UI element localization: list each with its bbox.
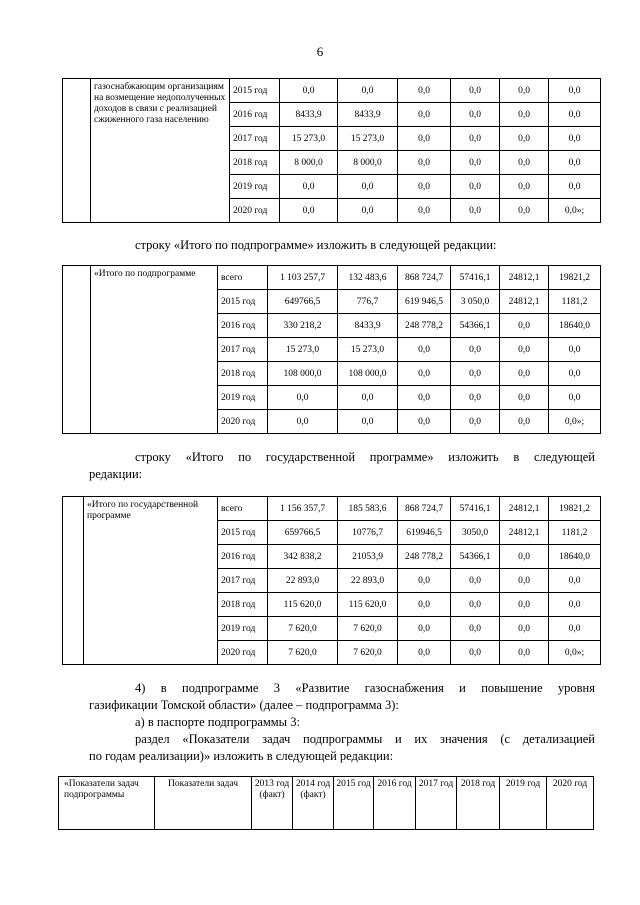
value-cell: 15 273,0 bbox=[268, 338, 338, 362]
financing-table-gas-compensation bbox=[62, 78, 601, 223]
value-cell: 0,0 bbox=[549, 569, 601, 593]
value-cell: 0,0 bbox=[549, 386, 601, 410]
value-cell: 0,0 bbox=[500, 151, 549, 175]
year-cell: всего bbox=[218, 497, 268, 521]
value-cell: 0,0 bbox=[451, 175, 500, 199]
empty-number-cell bbox=[63, 266, 91, 434]
value-cell: 619 946,5 bbox=[398, 290, 451, 314]
value-cell: 8433,9 bbox=[338, 103, 398, 127]
value-cell: 7 620,0 bbox=[338, 641, 398, 665]
value-cell: 0,0 bbox=[500, 127, 549, 151]
year-cell: 2016 год bbox=[218, 545, 268, 569]
value-cell: 0,0 bbox=[398, 79, 451, 103]
table-row bbox=[63, 79, 601, 103]
financing-table-state-program-total bbox=[62, 496, 601, 665]
value-cell: 54366,1 bbox=[451, 314, 500, 338]
year-cell: 2016 год bbox=[218, 314, 268, 338]
value-cell: 0,0 bbox=[451, 641, 500, 665]
value-cell: 54366,1 bbox=[451, 545, 500, 569]
value-cell: 22 893,0 bbox=[338, 569, 398, 593]
value-cell: 18640,0 bbox=[549, 314, 601, 338]
value-cell: 330 218,2 bbox=[268, 314, 338, 338]
year-cell: 2018 год bbox=[218, 593, 268, 617]
value-cell: 0,0 bbox=[549, 127, 601, 151]
value-cell: 1181,2 bbox=[549, 290, 601, 314]
year-cell: 2015 год bbox=[218, 290, 268, 314]
value-cell: 0,0»; bbox=[549, 641, 601, 665]
value-cell: 10776,7 bbox=[338, 521, 398, 545]
header-cell: Показатели задач bbox=[155, 777, 252, 830]
value-cell: 0,0 bbox=[398, 127, 451, 151]
value-cell: 0,0 bbox=[500, 362, 549, 386]
value-cell: 0,0 bbox=[398, 103, 451, 127]
value-cell: 0,0 bbox=[398, 338, 451, 362]
value-cell: 1 156 357,7 bbox=[268, 497, 338, 521]
value-cell: 0,0 bbox=[451, 151, 500, 175]
year-cell: всего bbox=[218, 266, 268, 290]
header-cell: 2014 год (факт) bbox=[293, 777, 334, 830]
header-row bbox=[59, 777, 594, 830]
value-cell: 0,0 bbox=[549, 593, 601, 617]
value-cell: 108 000,0 bbox=[268, 362, 338, 386]
item-4-subprogram-3-line1: 4) в подпрограмме 3 «Развитие газоснабжения и повышение уровня bbox=[135, 681, 595, 695]
value-cell: 0,0 bbox=[500, 386, 549, 410]
year-cell: 2017 год bbox=[218, 569, 268, 593]
value-cell: 22 893,0 bbox=[268, 569, 338, 593]
value-cell: 24812,1 bbox=[500, 266, 549, 290]
value-cell: 115 620,0 bbox=[268, 593, 338, 617]
value-cell: 0,0 bbox=[549, 79, 601, 103]
value-cell: 8 000,0 bbox=[338, 151, 398, 175]
value-cell: 0,0 bbox=[398, 151, 451, 175]
value-cell: 19821,2 bbox=[549, 266, 601, 290]
value-cell: 0,0 bbox=[500, 593, 549, 617]
value-cell: 18640,0 bbox=[549, 545, 601, 569]
value-cell: 0,0»; bbox=[549, 199, 601, 223]
table-row bbox=[63, 497, 601, 521]
year-cell: 2015 год bbox=[218, 521, 268, 545]
page-number: 6 bbox=[316, 44, 324, 59]
value-cell: 7 620,0 bbox=[268, 617, 338, 641]
value-cell: 0,0 bbox=[398, 569, 451, 593]
value-cell: 24812,1 bbox=[500, 521, 549, 545]
value-cell: 0,0 bbox=[268, 410, 338, 434]
row-label: «Итого по подпрограмме bbox=[91, 266, 218, 434]
value-cell: 1181,2 bbox=[549, 521, 601, 545]
value-cell: 8433,9 bbox=[338, 314, 398, 338]
year-cell: 2020 год bbox=[230, 199, 280, 223]
header-cell: 2020 год bbox=[547, 777, 594, 830]
value-cell: 0,0 bbox=[500, 103, 549, 127]
value-cell: 8433,9 bbox=[280, 103, 338, 127]
value-cell: 0,0 bbox=[500, 617, 549, 641]
value-cell: 15 273,0 bbox=[338, 127, 398, 151]
value-cell: 868 724,7 bbox=[398, 497, 451, 521]
value-cell: 0,0 bbox=[500, 175, 549, 199]
year-cell: 2017 год bbox=[230, 127, 280, 151]
value-cell: 0,0 bbox=[280, 79, 338, 103]
value-cell: 0,0 bbox=[500, 641, 549, 665]
value-cell: 24812,1 bbox=[500, 497, 549, 521]
instruction-text-program-total-line2: редакции: bbox=[89, 467, 143, 481]
value-cell: 115 620,0 bbox=[338, 593, 398, 617]
value-cell: 649766,5 bbox=[268, 290, 338, 314]
value-cell: 0,0 bbox=[280, 175, 338, 199]
value-cell: 0,0 bbox=[268, 386, 338, 410]
header-cell: 2013 год (факт) bbox=[252, 777, 293, 830]
value-cell: 248 778,2 bbox=[398, 314, 451, 338]
table-row bbox=[63, 266, 601, 290]
value-cell: 659766,5 bbox=[268, 521, 338, 545]
item-a-passport-subprogram-3: а) в паспорте подпрограммы 3: bbox=[135, 715, 300, 729]
year-cell: 2015 год bbox=[230, 79, 280, 103]
value-cell: 1 103 257,7 bbox=[268, 266, 338, 290]
header-cell: 2019 год bbox=[500, 777, 547, 830]
value-cell: 0,0 bbox=[549, 617, 601, 641]
year-cell: 2018 год bbox=[230, 151, 280, 175]
value-cell: 3050,0 bbox=[451, 521, 500, 545]
value-cell: 248 778,2 bbox=[398, 545, 451, 569]
value-cell: 24812,1 bbox=[500, 290, 549, 314]
value-cell: 0,0 bbox=[338, 386, 398, 410]
value-cell: 0,0 bbox=[451, 593, 500, 617]
value-cell: 0,0 bbox=[398, 410, 451, 434]
value-cell: 7 620,0 bbox=[268, 641, 338, 665]
value-cell: 0,0 bbox=[451, 386, 500, 410]
value-cell: 0,0 bbox=[451, 103, 500, 127]
value-cell: 0,0 bbox=[398, 175, 451, 199]
value-cell: 0,0 bbox=[398, 199, 451, 223]
value-cell: 0,0 bbox=[500, 410, 549, 434]
year-cell: 2016 год bbox=[230, 103, 280, 127]
instruction-text-program-total-line1: строку «Итого по государственной программе» изложить в следующей bbox=[135, 450, 595, 464]
value-cell: 185 583,6 bbox=[338, 497, 398, 521]
value-cell: 0,0 bbox=[549, 338, 601, 362]
value-cell: 0,0 bbox=[549, 151, 601, 175]
value-cell: 0,0 bbox=[398, 641, 451, 665]
value-cell: 342 838,2 bbox=[268, 545, 338, 569]
value-cell: 0,0 bbox=[500, 79, 549, 103]
value-cell: 132 483,6 bbox=[338, 266, 398, 290]
value-cell: 0,0 bbox=[451, 127, 500, 151]
value-cell: 108 000,0 bbox=[338, 362, 398, 386]
value-cell: 0,0»; bbox=[549, 410, 601, 434]
year-cell: 2020 год bbox=[218, 641, 268, 665]
value-cell: 0,0 bbox=[500, 545, 549, 569]
value-cell: 57416,1 bbox=[451, 266, 500, 290]
value-cell: 8 000,0 bbox=[280, 151, 338, 175]
value-cell: 0,0 bbox=[500, 199, 549, 223]
header-cell: 2015 год bbox=[334, 777, 374, 830]
empty-number-cell bbox=[63, 79, 91, 223]
value-cell: 0,0 bbox=[338, 410, 398, 434]
value-cell: 0,0 bbox=[398, 386, 451, 410]
value-cell: 3 050,0 bbox=[451, 290, 500, 314]
value-cell: 619946,5 bbox=[398, 521, 451, 545]
value-cell: 0,0 bbox=[451, 199, 500, 223]
value-cell: 0,0 bbox=[398, 362, 451, 386]
year-cell: 2019 год bbox=[218, 617, 268, 641]
value-cell: 0,0 bbox=[451, 338, 500, 362]
row-label: газоснабжающим организациям на возмещение недополученных доходов в связи с реализацией сжиженного газа населению bbox=[91, 79, 230, 223]
header-cell: 2017 год bbox=[416, 777, 457, 830]
value-cell: 776,7 bbox=[338, 290, 398, 314]
section-indicators-line2: по годам реализации)» изложить в следующей редакции: bbox=[89, 749, 394, 763]
value-cell: 0,0 bbox=[549, 175, 601, 199]
value-cell: 0,0 bbox=[338, 79, 398, 103]
instruction-text-subprogram-total: строку «Итого по подпрограмме» изложить в следующей редакции: bbox=[135, 238, 497, 252]
value-cell: 0,0 bbox=[398, 617, 451, 641]
year-cell: 2018 год bbox=[218, 362, 268, 386]
header-cell: 2018 год bbox=[457, 777, 500, 830]
row-label: «Итого по государственной программе bbox=[84, 497, 218, 665]
value-cell: 0,0 bbox=[451, 410, 500, 434]
value-cell: 0,0 bbox=[500, 314, 549, 338]
empty-number-cell bbox=[63, 497, 84, 665]
value-cell: 0,0 bbox=[338, 199, 398, 223]
indicators-table-header bbox=[58, 776, 594, 830]
value-cell: 0,0 bbox=[549, 103, 601, 127]
value-cell: 0,0 bbox=[451, 569, 500, 593]
value-cell: 15 273,0 bbox=[338, 338, 398, 362]
value-cell: 0,0 bbox=[451, 362, 500, 386]
value-cell: 0,0 bbox=[451, 79, 500, 103]
value-cell: 868 724,7 bbox=[398, 266, 451, 290]
value-cell: 21053,9 bbox=[338, 545, 398, 569]
value-cell: 7 620,0 bbox=[338, 617, 398, 641]
value-cell: 19821,2 bbox=[549, 497, 601, 521]
section-indicators-line1: раздел «Показатели задач подпрограммы и их значения (с детализацией bbox=[135, 732, 595, 746]
value-cell: 15 273,0 bbox=[280, 127, 338, 151]
item-4-subprogram-3-line2: газификации Томской области» (далее – подпрограмма 3): bbox=[89, 698, 399, 712]
value-cell: 0,0 bbox=[398, 593, 451, 617]
value-cell: 0,0 bbox=[500, 569, 549, 593]
header-cell: 2016 год bbox=[374, 777, 416, 830]
year-cell: 2019 год bbox=[218, 386, 268, 410]
value-cell: 0,0 bbox=[500, 338, 549, 362]
year-cell: 2020 год bbox=[218, 410, 268, 434]
year-cell: 2017 год bbox=[218, 338, 268, 362]
financing-table-subprogram-total bbox=[62, 265, 601, 434]
value-cell: 0,0 bbox=[549, 362, 601, 386]
year-cell: 2019 год bbox=[230, 175, 280, 199]
header-cell: «Показатели задач подпрограммы bbox=[59, 777, 155, 830]
value-cell: 0,0 bbox=[451, 617, 500, 641]
value-cell: 57416,1 bbox=[451, 497, 500, 521]
value-cell: 0,0 bbox=[280, 199, 338, 223]
value-cell: 0,0 bbox=[338, 175, 398, 199]
